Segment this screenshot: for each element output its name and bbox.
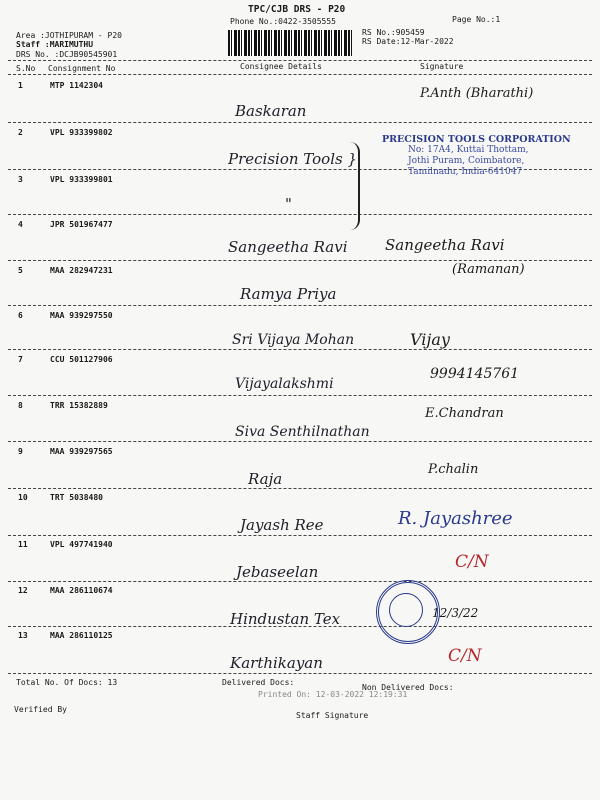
consignment-number: MAA 939297565 [50, 447, 113, 456]
row-divider [8, 395, 592, 396]
consignment-number: MAA 282947231 [50, 266, 113, 275]
staff-signature: Staff Signature [296, 711, 369, 720]
footer-divider [8, 673, 592, 674]
receiver-signature: 12/3/22 [432, 606, 479, 620]
stamp-title: PRECISION TOOLS CORPORATION [382, 134, 571, 145]
delivered-docs: Delivered Docs: [222, 678, 295, 687]
stamp-address-line: No: 17A4, Kuttai Thottam, [408, 145, 529, 155]
non-delivered-docs: Non Delivered Docs: [362, 683, 454, 692]
rs-number: RS No.:905459 [362, 28, 425, 37]
row-number: 7 [18, 355, 23, 364]
receiver-signature: E.Chandran [425, 406, 504, 421]
col-sno: S.No [16, 64, 36, 73]
consignee-name: " [285, 195, 292, 213]
consignee-name: Precision Tools } [228, 150, 358, 168]
col-consignment: Consignment No [48, 64, 116, 73]
row-divider [8, 305, 592, 306]
row-number: 13 [18, 631, 28, 640]
row-divider [8, 122, 592, 123]
consignee-name: Ramya Priya [240, 285, 337, 303]
consignment-number: VPL 933399801 [50, 175, 113, 184]
consignment-number: MAA 286110125 [50, 631, 113, 640]
column-divider [8, 74, 592, 75]
row-divider [8, 260, 592, 261]
row-number: 5 [18, 266, 23, 275]
page-number: Page No.:1 [452, 15, 501, 24]
phone-number: Phone No.:0422-3505555 [230, 17, 336, 26]
row-number: 12 [18, 586, 28, 595]
row-divider [8, 626, 592, 627]
row-divider [8, 349, 592, 350]
consignee-name: Vijayalakshmi [235, 376, 334, 392]
row-number: 9 [18, 447, 23, 456]
consignment-number: MAA 286110674 [50, 586, 113, 595]
header-divider [8, 60, 592, 61]
receiver-signature: (Ramanan) [452, 262, 525, 277]
verified-by: Verified By [14, 705, 67, 714]
consignee-name: Sri Vijaya Mohan [232, 332, 355, 348]
receiver-signature: Sangeetha Ravi [385, 236, 505, 254]
receiver-signature: C/N [448, 646, 482, 666]
col-consignee: Consignee Details [240, 62, 322, 71]
consignment-number: MAA 939297550 [50, 311, 113, 320]
rs-date: RS Date:12-Mar-2022 [362, 37, 454, 46]
receiver-signature: 9994145761 [430, 366, 520, 382]
consignee-name: Siva Senthilnathan [235, 424, 370, 440]
consignment-number: VPL 497741940 [50, 540, 113, 549]
consignee-name: Baskaran [235, 102, 307, 120]
receiver-signature: P.Anth (Bharathi) [420, 86, 534, 101]
barcode [228, 30, 352, 56]
row-divider [8, 441, 592, 442]
consignment-number: VPL 933399802 [50, 128, 113, 137]
row-number: 2 [18, 128, 23, 137]
company-stamp [382, 134, 571, 178]
row-number: 4 [18, 220, 23, 229]
consignee-name: Jebaseelan [236, 563, 319, 581]
receiver-signature: R. Jayashree [398, 508, 513, 529]
row-number: 11 [18, 540, 28, 549]
brace-mark [348, 142, 360, 230]
document-title: TPC/CJB DRS - P20 [248, 4, 346, 15]
receiver-signature: Vijay [410, 330, 450, 349]
receiver-signature: C/N [455, 552, 489, 572]
printed-on: Printed On: 12-03-2022 12:19:31 [258, 690, 408, 699]
consignment-number: TRT 5038480 [50, 493, 103, 502]
row-number: 8 [18, 401, 23, 410]
consignee-name: Karthikayan [230, 654, 323, 672]
staff-field: Staff :MARIMUTHU [16, 40, 94, 49]
row-divider [8, 581, 592, 582]
row-divider [8, 488, 592, 489]
consignee-name: Jayash Ree [240, 516, 324, 534]
row-divider [8, 535, 592, 536]
consignment-number: MTP 1142304 [50, 81, 103, 90]
consignee-name: Hindustan Tex [230, 610, 341, 628]
row-number: 3 [18, 175, 23, 184]
consignment-number: TRR 15382889 [50, 401, 108, 410]
row-number: 1 [18, 81, 23, 90]
consignment-number: CCU 501127906 [50, 355, 113, 364]
stamp-address-line: Tamilnadu, India-641047 [408, 167, 523, 177]
row-divider [8, 214, 592, 215]
round-seal [376, 580, 440, 644]
receiver-signature: P.chalin [428, 462, 479, 477]
stamp-address-line: Jothi Puram, Coimbatore, [408, 156, 525, 166]
area-field: Area :JOTHIPURAM - P20 [16, 31, 122, 40]
row-number: 10 [18, 493, 28, 502]
total-docs: Total No. Of Docs: 13 [16, 678, 118, 687]
consignee-name: Sangeetha Ravi [228, 238, 348, 256]
row-number: 6 [18, 311, 23, 320]
drs-number: DRS No. :DCJB90545901 [16, 50, 118, 59]
col-signature: Signature [420, 62, 464, 71]
consignment-number: JPR 501967477 [50, 220, 113, 229]
consignee-name: Raja [248, 470, 283, 488]
